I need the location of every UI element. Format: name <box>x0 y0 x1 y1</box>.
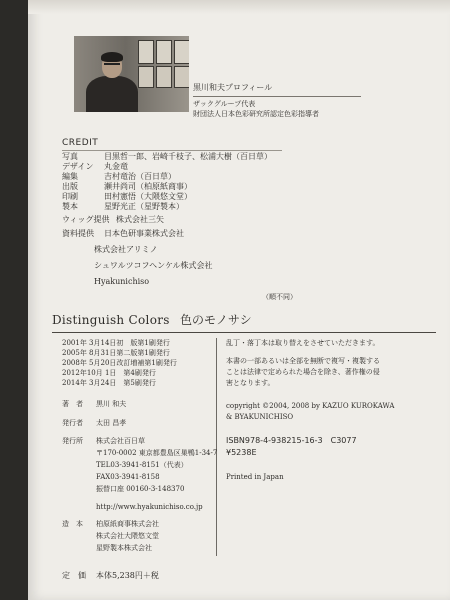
credit-label-editor: 編集 <box>62 172 78 181</box>
price-code: ¥5238E <box>226 448 257 457</box>
author-value: 黒川 和夫 <box>96 400 127 408</box>
copyright-line-1: copyright ©2004, 2008 by KAZUO KUROKAWA <box>226 402 395 410</box>
author-label: 著 者 <box>62 400 83 408</box>
page-top-shadow <box>28 0 450 14</box>
manufacturer-2: 株式会社大隈悠文堂 <box>96 532 159 540</box>
credit-label-design: デザイン <box>62 162 94 171</box>
profile-line-2: 財団法人日本色彩研究所認定色彩指導者 <box>193 110 319 118</box>
publisher-url: http://www.hyakunichiso.co.jp <box>96 503 203 511</box>
publisher-fax: FAX03-3941-8158 <box>96 473 160 481</box>
manufacturing-label: 造 本 <box>62 520 83 528</box>
notice-line-2: 本書の一部あるいは全部を無断で複写・複製する <box>226 357 380 365</box>
publisher-label: 発行所 <box>62 437 83 445</box>
source-item-3: シュワルツコフヘンケル株式会社 <box>94 261 213 270</box>
history-line-3: 2008年 5月20日改訂増補第1刷発行 <box>62 359 177 367</box>
copyright-line-2: & BYAKUNICHISO <box>226 413 294 421</box>
credit-value-binding: 星野光正（星野製本） <box>104 202 184 211</box>
wig-label: ウィッグ提供 <box>62 215 110 224</box>
order-note: （順不同） <box>262 293 297 301</box>
profile-line-1: ザックグループ代表 <box>193 100 256 108</box>
editor-label: 発行者 <box>62 419 83 427</box>
credit-label-print: 印刷 <box>62 192 78 201</box>
publisher-name: 株式会社百日草 <box>96 437 145 445</box>
manufacturer-1: 柏原紙商事株式会社 <box>96 520 159 528</box>
credit-label-publish: 出版 <box>62 182 78 191</box>
credit-label-photo: 写真 <box>62 152 78 161</box>
author-photo <box>74 36 189 112</box>
book-title-jp: 色のモノサシ <box>180 313 252 327</box>
printed-in-japan: Printed in Japan <box>226 473 284 481</box>
column-divider <box>216 338 217 556</box>
notice-line-1: 乱丁・落丁本は取り替えをさせていただきます。 <box>226 339 380 347</box>
publisher-address: 〒170-0002 東京都豊島区巣鴨1-34-7 <box>96 449 218 457</box>
isbn-line: ISBN978-4-938215-16-3 C3077 <box>226 436 357 445</box>
book-title-latin: Distinguish Colors <box>52 313 170 327</box>
profile-rule <box>193 96 361 97</box>
source-item-2: 株式会社アリミノ <box>94 245 158 254</box>
source-item-1: 日本色研事業株式会社 <box>104 229 184 238</box>
source-item-4: Hyakunichiso <box>94 277 150 286</box>
history-line-1: 2001年 3月14日初 版第1刷発行 <box>62 339 170 347</box>
credit-title: CREDIT <box>62 138 99 148</box>
price-label: 定 価 <box>62 571 86 580</box>
history-line-2: 2005年 8月31日第二版第1刷発行 <box>62 349 170 357</box>
credit-value-editor: 吉村竜治（百日草） <box>104 172 176 181</box>
publisher-transfer-account: 振替口座 00160-3-148370 <box>96 485 185 493</box>
credit-value-publish: 瀬井尚司（柏原紙商事） <box>104 182 192 191</box>
credit-label-binding: 製本 <box>62 202 78 211</box>
notice-line-4: 害となります。 <box>226 379 275 387</box>
publisher-tel: TEL03-3941-8151（代表） <box>96 461 188 469</box>
price-value: 本体5,238円＋税 <box>96 571 159 580</box>
wig-value: 株式会社三矢 <box>116 215 164 224</box>
history-line-5: 2014年 3月24日 第5刷発行 <box>62 379 156 387</box>
credit-value-photo: 目黒哲一郎、岩崎千枝子、松浦大樹（百日草） <box>104 152 272 161</box>
profile-heading: 黒川和夫プロフィール <box>193 83 273 92</box>
history-line-4: 2012年10月 1日 第4刷発行 <box>62 369 156 377</box>
manufacturer-3: 星野製本株式会社 <box>96 544 152 552</box>
editor-value: 太田 昌孝 <box>96 419 127 427</box>
credit-rule <box>62 150 282 151</box>
notice-line-3: ことは法律で定められた場合を除き、著作権の侵 <box>226 368 380 376</box>
title-rule <box>52 332 436 333</box>
sources-label: 資料提供 <box>62 229 94 238</box>
credit-value-design: 丸金竜 <box>104 162 128 171</box>
credit-value-print: 田村憲悟（大隈悠文堂） <box>104 192 192 201</box>
